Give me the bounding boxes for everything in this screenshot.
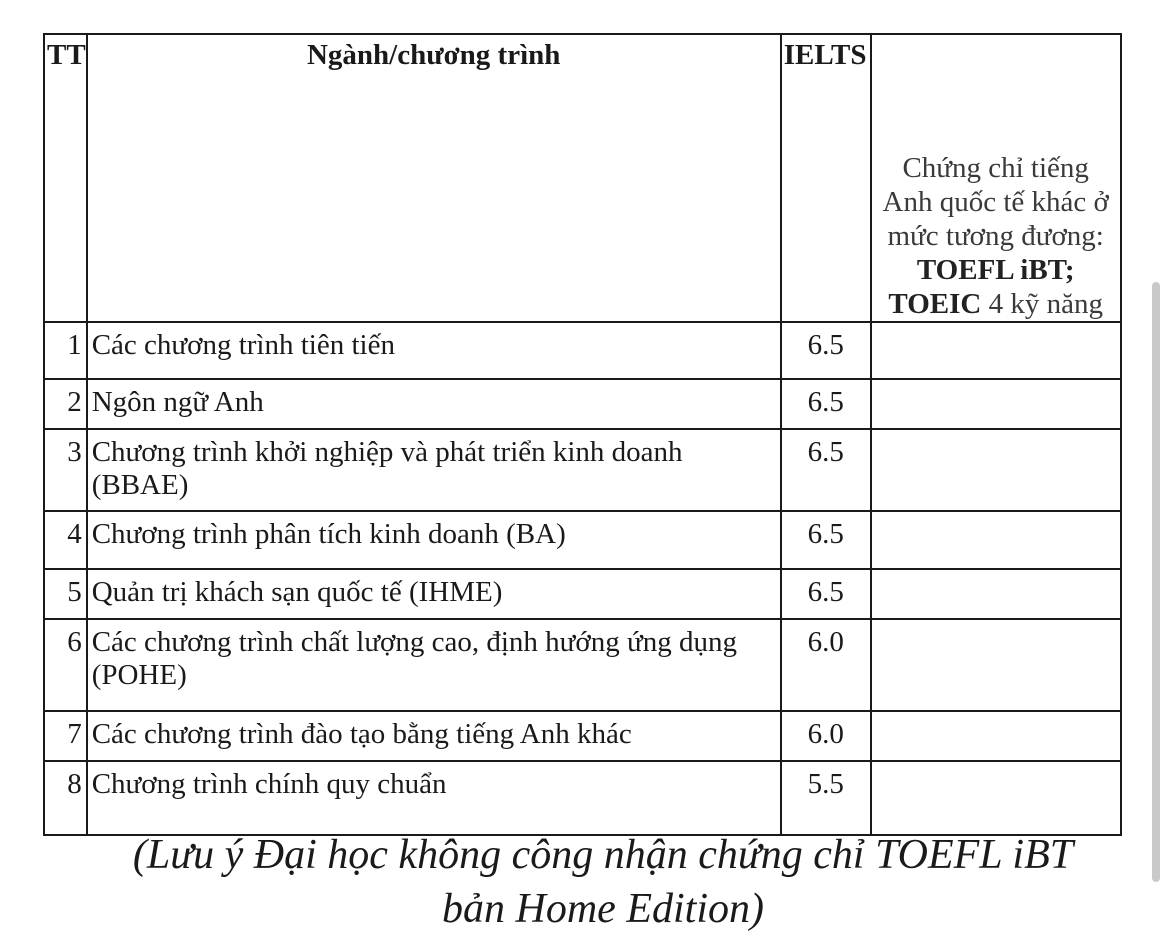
program-name: Chương trình phân tích kinh doanh (BA) [87, 511, 781, 569]
row-number: 5 [44, 569, 87, 619]
table-header-row [44, 34, 1121, 322]
header-other-toeic: TOEIC [888, 288, 982, 320]
header-tt: TT [44, 34, 87, 322]
program-name: Các chương trình chất lượng cao, định hướng ứng dụng (POHE) [87, 619, 781, 711]
row-number: 8 [44, 761, 87, 835]
other-certificate [871, 511, 1121, 569]
program-name: Các chương trình đào tạo bằng tiếng Anh khác [87, 711, 781, 761]
program-name: Chương trình khởi nghiệp và phát triển kinh doanh (BBAE) [87, 429, 781, 511]
other-certificate [871, 569, 1121, 619]
table-row [44, 511, 1121, 569]
other-certificate [871, 711, 1121, 761]
table-row [44, 322, 1121, 379]
row-number: 3 [44, 429, 87, 511]
program-name: Chương trình chính quy chuẩn [87, 761, 781, 835]
other-certificate [871, 761, 1121, 835]
table-row [44, 569, 1121, 619]
header-other-line2: Anh quốc tế khác ở [882, 186, 1109, 218]
ielts-score: 5.5 [781, 761, 871, 835]
ielts-score: 6.5 [781, 511, 871, 569]
row-number: 2 [44, 379, 87, 429]
header-other-certificates [871, 34, 1121, 322]
table-row [44, 761, 1121, 835]
header-program: Ngành/chương trình [87, 34, 781, 322]
program-name: Ngôn ngữ Anh [87, 379, 781, 429]
row-number: 1 [44, 322, 87, 379]
header-other-toeic-suffix: 4 kỹ năng [981, 288, 1103, 320]
row-number: 4 [44, 511, 87, 569]
ielts-score: 6.5 [781, 379, 871, 429]
row-number: 6 [44, 619, 87, 711]
header-other-toefl: TOEFL iBT; [916, 254, 1075, 286]
ielts-score: 6.0 [781, 711, 871, 761]
table-row [44, 379, 1121, 429]
footnote-line2: bản Home Edition) [442, 886, 764, 932]
ielts-score: 6.5 [781, 429, 871, 511]
program-name: Quản trị khách sạn quốc tế (IHME) [87, 569, 781, 619]
footnote-line1: (Lưu ý Đại học không công nhận chứng chỉ TOEFL iBT [132, 832, 1074, 878]
header-other-line1: Chứng chỉ tiếng [902, 152, 1089, 184]
program-name: Các chương trình tiên tiến [87, 322, 781, 379]
other-certificate [871, 619, 1121, 711]
scrollbar[interactable] [1152, 282, 1160, 882]
other-certificate [871, 322, 1121, 379]
table-row [44, 619, 1121, 711]
ielts-score: 6.5 [781, 322, 871, 379]
ielts-score: 6.0 [781, 619, 871, 711]
other-certificate [871, 379, 1121, 429]
row-number: 7 [44, 711, 87, 761]
table-row [44, 429, 1121, 511]
table-row [44, 711, 1121, 761]
requirements-table [43, 33, 1122, 836]
other-certificate [871, 429, 1121, 511]
footnote [43, 828, 1163, 936]
header-ielts: IELTS [781, 34, 871, 322]
ielts-score: 6.5 [781, 569, 871, 619]
header-other-line3: mức tương đương: [887, 220, 1104, 252]
